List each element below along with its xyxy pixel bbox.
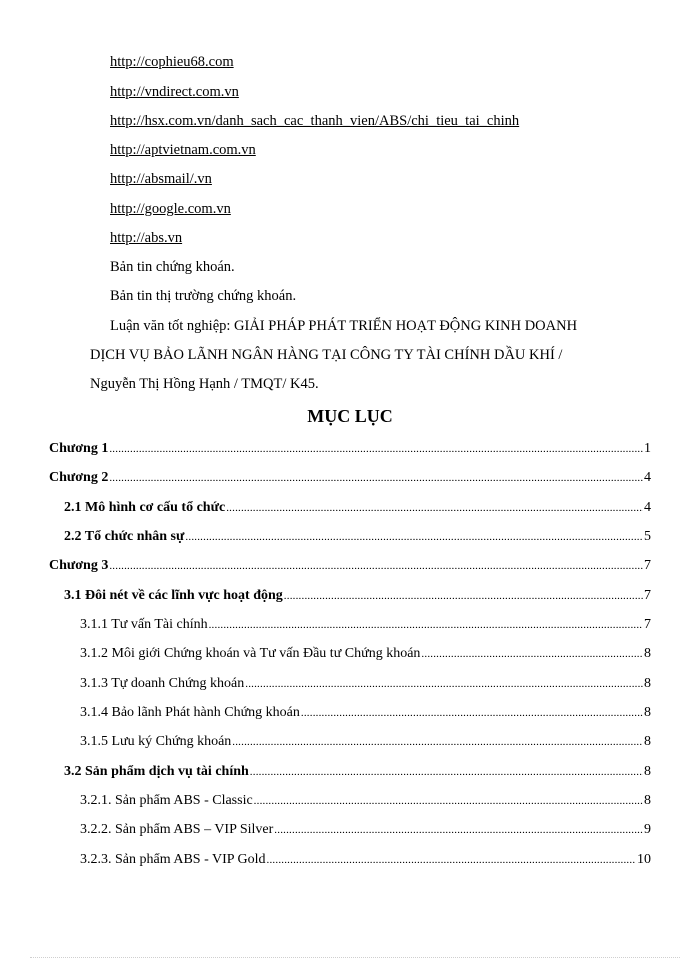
toc-entry[interactable] (64, 588, 651, 604)
toc-leader-dots (209, 618, 643, 632)
bulletin-reference: Bản tin thị trường chứng khoán. (110, 288, 297, 304)
toc-entry-page: 4 (644, 500, 651, 515)
toc-entry-page: 8 (644, 676, 651, 691)
toc-entry-label: 3.1.1 Tư vấn Tài chính (80, 617, 208, 632)
toc-entry-label: 3.2.2. Sản phẩm ABS – VIP Silver (80, 822, 274, 837)
toc-entry-label: 2.1 Mô hình cơ cấu tổ chức (64, 500, 226, 515)
toc-entry-label: 3.1.5 Lưu ký Chứng khoán (80, 734, 232, 749)
toc-entry-label: 3.1.4 Bảo lãnh Phát hành Chứng khoán (80, 705, 300, 720)
toc-entry-page: 9 (644, 822, 651, 837)
toc-leader-dots (109, 471, 643, 485)
toc-entry[interactable] (64, 764, 651, 780)
toc-entry[interactable] (49, 441, 651, 457)
toc-leader-dots (274, 823, 643, 837)
toc-entry-label: 3.1 Đôi nét về các lĩnh vực hoạt động (64, 588, 283, 603)
toc-entry-page: 8 (644, 734, 651, 749)
toc-entry[interactable] (49, 558, 651, 574)
bulletin-reference: Bản tin chứng khoán. (110, 259, 235, 275)
toc-entry[interactable] (80, 676, 651, 692)
toc-entry-label: 3.2.1. Sản phẩm ABS - Classic (80, 793, 253, 808)
toc-entry-label: Chương 2 (49, 470, 109, 485)
reference-link[interactable]: http://hsx.com.vn/danh_sach_cac_thanh_vien/ABS/chi_tieu_tai_chinh (110, 113, 520, 129)
toc-leader-dots (232, 735, 643, 749)
toc-entry[interactable] (80, 793, 651, 809)
reference-link[interactable]: http://absmail/.vn (110, 171, 212, 187)
toc-leader-dots (267, 853, 636, 867)
toc-entry-page: 7 (644, 558, 651, 573)
toc-entry[interactable] (64, 529, 651, 545)
toc-entry-page: 8 (644, 793, 651, 808)
toc-entry-page: 5 (644, 529, 651, 544)
toc-entry-label: 2.2 Tổ chức nhân sự (64, 529, 185, 544)
toc-entry-page: 8 (644, 646, 651, 661)
toc-entry-page: 7 (644, 588, 651, 603)
toc-entry-label: 3.2.3. Sản phẩm ABS - VIP Gold (80, 852, 266, 867)
toc-title: MỤC LỤC (307, 406, 393, 426)
toc-entry-label: 3.1.2 Môi giới Chứng khoán và Tư vấn Đầu tư Chứng khoán (80, 646, 421, 661)
thesis-reference-line: Nguyễn Thị Hồng Hạnh / TMQT/ K45. (90, 376, 319, 392)
toc-entry-page: 7 (644, 617, 651, 632)
toc-entry-label: Chương 3 (49, 558, 109, 573)
toc-entry-page: 10 (637, 852, 651, 867)
thesis-reference-line: DỊCH VỤ BẢO LÃNH NGÂN HÀNG TẠI CÔNG TY TÀI CHÍNH DẦU KHÍ / (90, 347, 563, 363)
reference-link[interactable]: http://aptvietnam.com.vn (110, 142, 256, 158)
toc-leader-dots (245, 677, 643, 691)
toc-entry[interactable] (80, 734, 651, 750)
toc-leader-dots (284, 589, 643, 603)
toc-leader-dots (226, 501, 643, 515)
toc-leader-dots (109, 559, 643, 573)
toc-entry-label: 3.1.3 Tự doanh Chứng khoán (80, 676, 245, 691)
toc-leader-dots (250, 765, 643, 779)
page-bottom-divider (30, 957, 680, 958)
toc-entry[interactable] (80, 705, 651, 721)
toc-entry-page: 8 (644, 764, 651, 779)
toc-leader-dots (185, 530, 643, 544)
toc-entry-label: 3.2 Sản phẩm dịch vụ tài chính (64, 764, 249, 779)
reference-link[interactable]: http://cophieu68.com (110, 54, 234, 70)
toc-entry-page: 4 (644, 470, 651, 485)
thesis-reference-line: Luận văn tốt nghiệp: GIẢI PHÁP PHÁT TRIỂN HOẠT ĐỘNG KINH DOANH (110, 318, 578, 334)
toc-entry[interactable] (80, 852, 651, 868)
toc-entry[interactable] (80, 646, 651, 662)
reference-link[interactable]: http://vndirect.com.vn (110, 84, 239, 100)
reference-link[interactable]: http://abs.vn (110, 230, 183, 246)
toc-entry-page: 8 (644, 705, 651, 720)
reference-link[interactable]: http://google.com.vn (110, 201, 231, 217)
toc-entry[interactable] (80, 822, 651, 838)
toc-entry[interactable] (49, 470, 651, 486)
toc-leader-dots (254, 794, 643, 808)
toc-entry-page: 1 (644, 441, 651, 456)
toc-leader-dots (109, 442, 643, 456)
toc-entry-label: Chương 1 (49, 441, 109, 456)
toc-leader-dots (421, 647, 643, 661)
toc-entry[interactable] (80, 617, 651, 633)
toc-leader-dots (301, 706, 643, 720)
toc-entry[interactable] (64, 500, 651, 516)
